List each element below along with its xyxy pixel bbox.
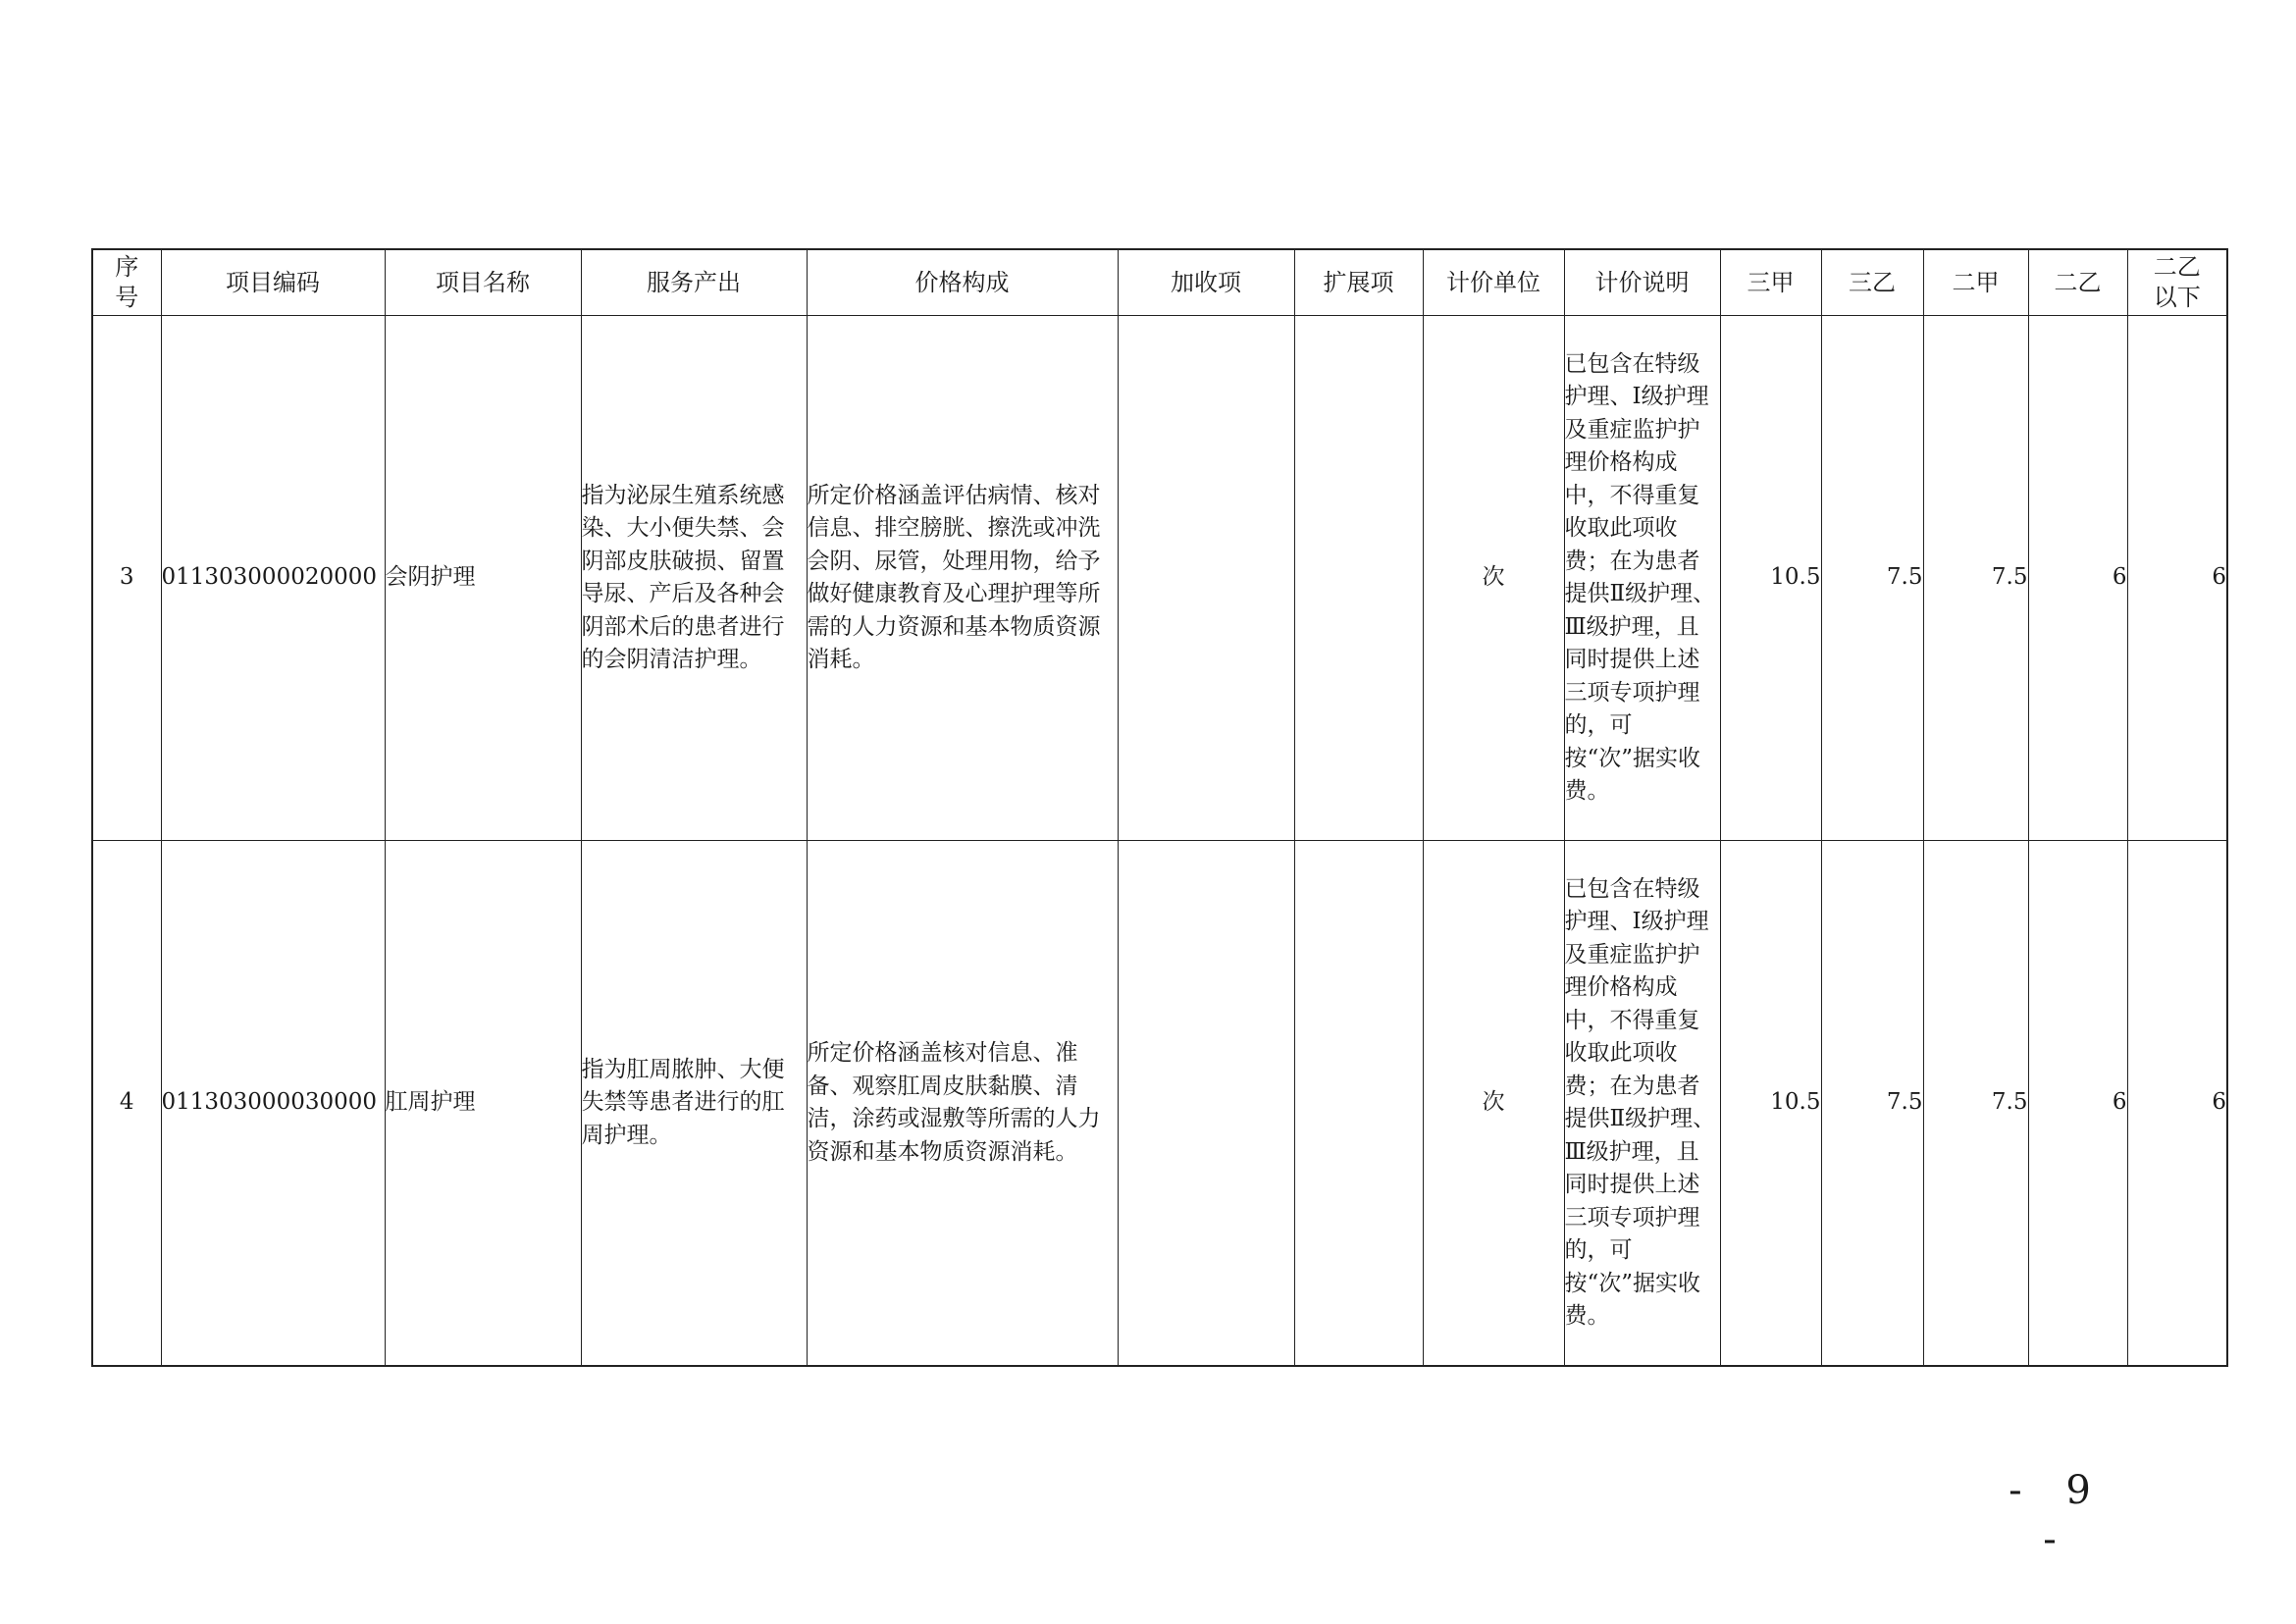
header-grade-2a: 二甲 xyxy=(1923,249,2028,316)
header-code: 项目编码 xyxy=(161,249,385,316)
cell-grade-below: 6 xyxy=(2127,316,2227,841)
cell-code: 011303000020000 xyxy=(161,316,385,841)
header-seq: 序号 xyxy=(92,249,161,316)
price-table-container xyxy=(91,248,2226,1367)
cell-surcharge xyxy=(1118,841,1294,1367)
cell-grade-2a: 7.5 xyxy=(1923,316,2028,841)
price-table xyxy=(91,248,2228,1367)
cell-grade-3b: 7.5 xyxy=(1821,841,1923,1367)
cell-extension xyxy=(1294,841,1423,1367)
cell-note: 已包含在特级护理、Ⅰ级护理及重症监护护理价格构成中，不得重复收取此项收费；在为患者提供Ⅱ级护理、Ⅲ级护理，且同时提供上述三项专项护理的，可按“次”据实收费。 xyxy=(1564,316,1720,841)
cell-code: 011303000030000 xyxy=(161,841,385,1367)
cell-grade-below: 6 xyxy=(2127,841,2227,1367)
cell-price-composition: 所定价格涵盖核对信息、准备、观察肛周皮肤黏膜、清洁，涂药或湿敷等所需的人力资源和基本物质资源消耗。 xyxy=(807,841,1118,1367)
header-grade-3a: 三甲 xyxy=(1720,249,1821,316)
header-note: 计价说明 xyxy=(1564,249,1720,316)
cell-grade-3b: 7.5 xyxy=(1821,316,1923,841)
header-unit: 计价单位 xyxy=(1423,249,1564,316)
cell-name: 会阴护理 xyxy=(385,316,581,841)
cell-grade-2b: 6 xyxy=(2028,841,2127,1367)
cell-note: 已包含在特级护理、Ⅰ级护理及重症监护护理价格构成中，不得重复收取此项收费；在为患者提供Ⅱ级护理、Ⅲ级护理，且同时提供上述三项专项护理的，可按“次”据实收费。 xyxy=(1564,841,1720,1367)
cell-name: 肛周护理 xyxy=(385,841,581,1367)
header-grade-3b: 三乙 xyxy=(1821,249,1923,316)
table-row xyxy=(92,316,2227,841)
page-number: - 9 - xyxy=(2009,1468,2107,1562)
cell-grade-3a: 10.5 xyxy=(1720,316,1821,841)
cell-grade-3a: 10.5 xyxy=(1720,841,1821,1367)
header-service: 服务产出 xyxy=(581,249,807,316)
cell-surcharge xyxy=(1118,316,1294,841)
cell-unit: 次 xyxy=(1423,316,1564,841)
header-extension: 扩展项 xyxy=(1294,249,1423,316)
cell-extension xyxy=(1294,316,1423,841)
cell-price-composition: 所定价格涵盖评估病情、核对信息、排空膀胱、擦洗或冲洗会阴、尿管，处理用物，给予做好健康教育及心理护理等所需的人力资源和基本物质资源消耗。 xyxy=(807,316,1118,841)
cell-seq: 4 xyxy=(92,841,161,1367)
header-price-composition: 价格构成 xyxy=(807,249,1118,316)
cell-seq: 3 xyxy=(92,316,161,841)
table-row xyxy=(92,841,2227,1367)
header-surcharge: 加收项 xyxy=(1118,249,1294,316)
header-row xyxy=(92,249,2227,316)
cell-grade-2b: 6 xyxy=(2028,316,2127,841)
header-name: 项目名称 xyxy=(385,249,581,316)
header-grade-below: 二乙以下 xyxy=(2127,249,2227,316)
cell-unit: 次 xyxy=(1423,841,1564,1367)
cell-service: 指为泌尿生殖系统感染、大小便失禁、会阴部皮肤破损、留置导尿、产后及各种会阴部术后的患者进行的会阴清洁护理。 xyxy=(581,316,807,841)
cell-service: 指为肛周脓肿、大便失禁等患者进行的肛周护理。 xyxy=(581,841,807,1367)
cell-grade-2a: 7.5 xyxy=(1923,841,2028,1367)
header-grade-2b: 二乙 xyxy=(2028,249,2127,316)
